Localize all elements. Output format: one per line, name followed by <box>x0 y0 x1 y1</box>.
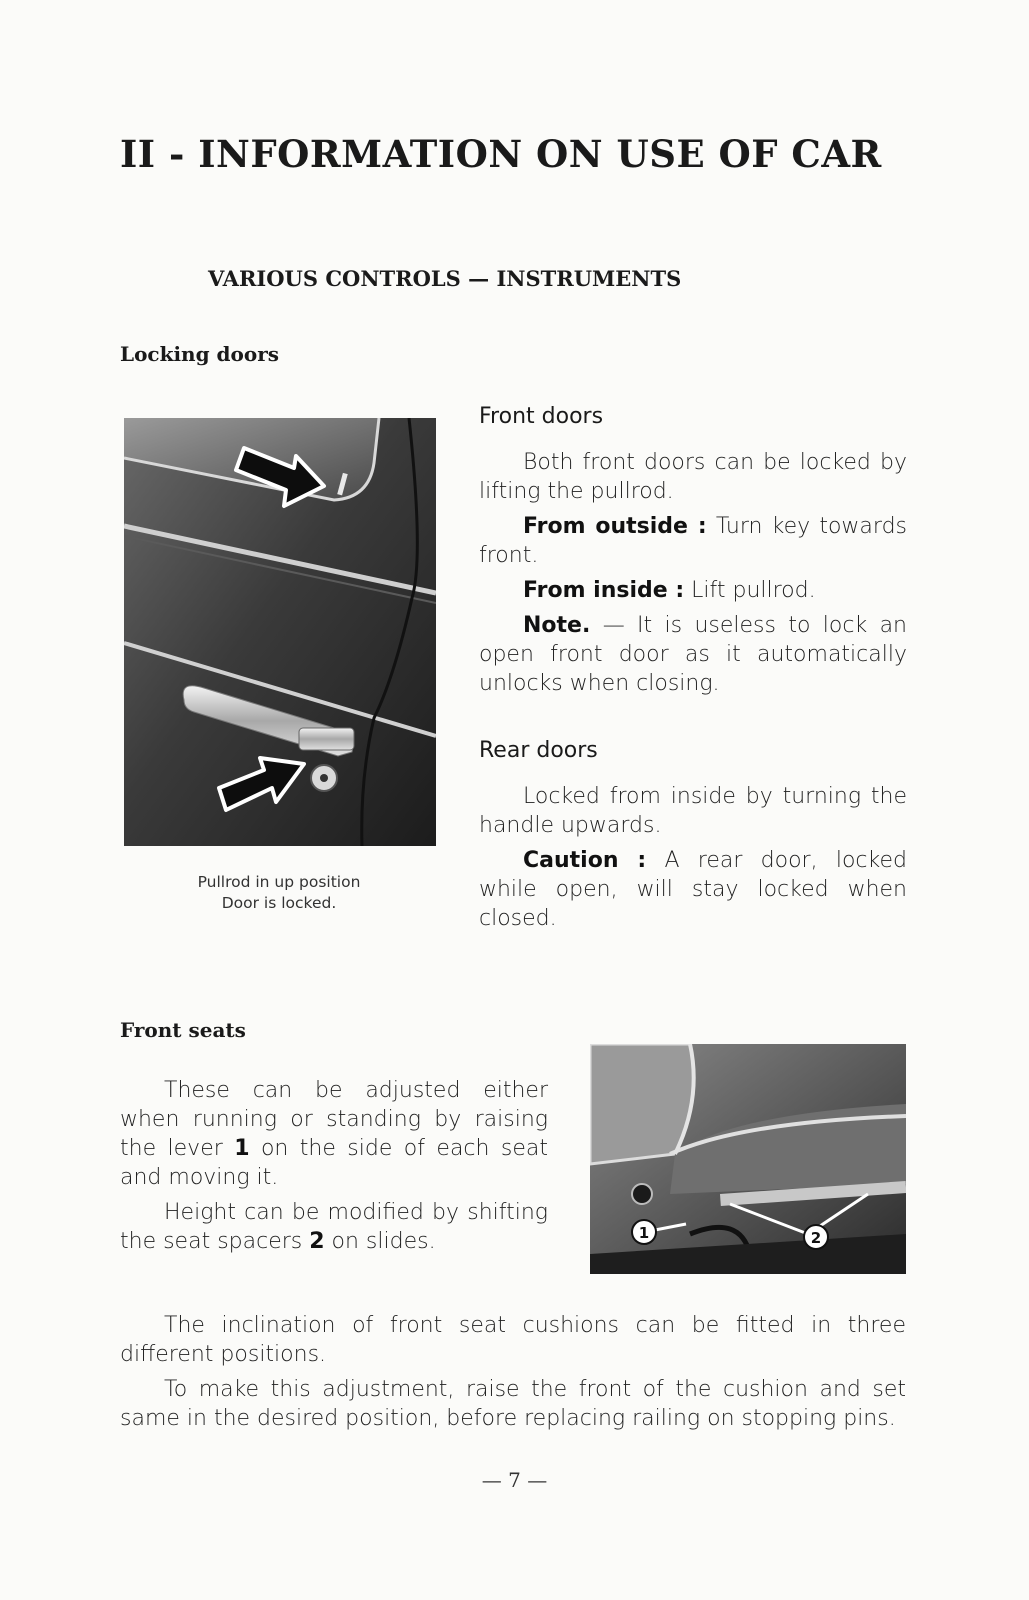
lever-paragraph <box>120 1076 548 1192</box>
door-photo <box>124 418 436 846</box>
caution-text: A rear door, locked while open, will stay locked when closed. <box>479 848 907 931</box>
caution-paragraph <box>479 846 907 933</box>
from-inside-text: Lift pullrod. <box>684 578 816 603</box>
caption-line-1: Pullrod in up position <box>197 873 361 891</box>
front-seats-heading: Front seats <box>120 1018 246 1042</box>
locking-doors-heading: Locking doors <box>120 342 279 366</box>
height-paragraph <box>120 1198 548 1256</box>
front-doors-heading: Front doors <box>479 404 604 429</box>
door-photo-caption <box>124 872 434 914</box>
seat-illustration <box>590 1044 906 1274</box>
note-label: Note. <box>523 613 591 638</box>
section-title: VARIOUS CONTROLS — INSTRUMENTS <box>208 266 682 291</box>
rear-doors-text <box>479 782 907 939</box>
spacer-number: 2 <box>309 1229 325 1254</box>
height-text-end: on slides. <box>324 1229 436 1254</box>
from-inside-paragraph <box>479 576 907 605</box>
note-paragraph <box>479 611 907 698</box>
front-seats-text <box>120 1076 548 1262</box>
cushion-inclination-paragraph: The inclination of front seat cushions can be fitted in three different positions. <box>120 1313 906 1367</box>
page-number: — 7 — <box>481 1468 548 1492</box>
from-inside-label: From inside : <box>523 578 685 603</box>
callout-1-label: 1 <box>638 1224 650 1242</box>
cushion-text <box>120 1311 906 1439</box>
lever-number: 1 <box>234 1136 250 1161</box>
caution-label: Caution : <box>523 848 647 873</box>
lever-text-start: These can be adjusted either when running or standing by raising the lever <box>120 1078 548 1161</box>
seat-photo <box>590 1044 906 1274</box>
front-doors-paragraph: Both front doors can be locked by lifting the pullrod. <box>479 450 907 504</box>
caption-line-2: Door is locked. <box>221 894 337 912</box>
callout-2-label: 2 <box>810 1229 822 1247</box>
rear-doors-heading: Rear doors <box>479 738 598 763</box>
from-outside-text: Turn key towards front. <box>479 514 907 568</box>
rear-doors-paragraph: Locked from inside by turning the handle upwards. <box>479 784 907 838</box>
cushion-adjustment-paragraph: To make this adjustment, raise the front of the cushion and set same in the desired position, before replacing railing on stopping pins. <box>120 1377 906 1431</box>
height-text-start: Height can be modified by shifting the seat spacers <box>120 1200 548 1254</box>
door-illustration <box>124 418 436 846</box>
lever-text-end: on the side of each seat and moving it. <box>120 1136 548 1190</box>
from-outside-label: From outside : <box>523 514 707 539</box>
from-outside-paragraph <box>479 512 907 570</box>
front-doors-text <box>479 448 907 704</box>
note-text: — It is useless to lock an open front door as it automatically unlocks when closing. <box>479 613 907 696</box>
chapter-title: II - INFORMATION ON USE OF CAR <box>120 132 882 176</box>
